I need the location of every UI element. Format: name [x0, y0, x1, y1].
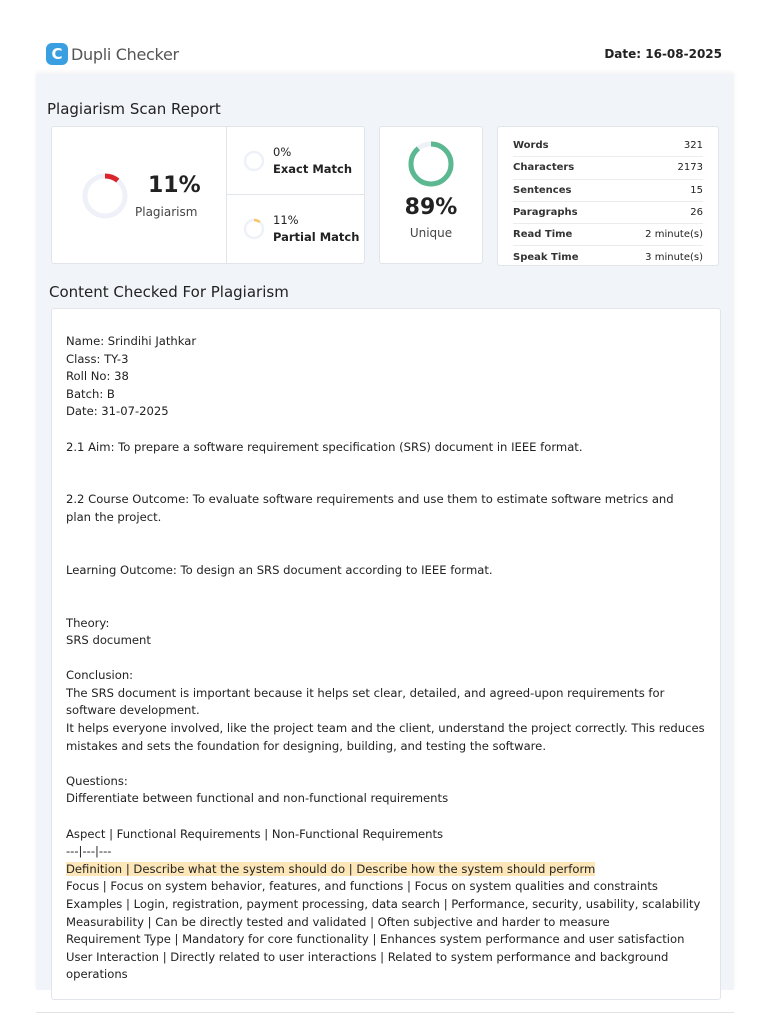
unique-ring-icon — [407, 140, 455, 188]
content-line: Questions: — [66, 773, 128, 788]
exact-match-text — [273, 144, 352, 178]
content-line: mistakes and sets the foundation for designing, building, and testing the software. — [66, 738, 547, 753]
content-line — [66, 527, 706, 545]
stat-row — [513, 202, 703, 224]
exact-match-label: Exact Match — [273, 161, 353, 176]
partial-match-ring-track — [245, 220, 263, 238]
plagiarism-label: Plagiarism — [135, 205, 198, 219]
content-line: 2.2 Course Outcome: To evaluate software requirements and use them to estimate software metrics and — [66, 492, 674, 507]
stat-value: 2 minute(s) — [645, 229, 703, 241]
stats-table — [513, 135, 703, 268]
partial-match-ring-icon — [243, 218, 265, 240]
stats-card — [497, 126, 719, 266]
plagiarism-summary — [52, 127, 227, 263]
content-line: Batch: B — [66, 386, 115, 401]
content-line: software development. — [66, 703, 200, 718]
content-line: Measurability | Can be directly tested and validated | Often subjective and harder to measure — [66, 914, 610, 929]
content-line: User Interaction | Directly related to user interactions | Related to system performance and background — [66, 949, 669, 964]
plagiarism-percent: 11% — [148, 173, 201, 198]
plagiarism-ring-track — [85, 176, 125, 216]
stat-row — [513, 224, 703, 246]
content-line: Requirement Type | Mandatory for core functionality | Enhances system performance and user satisfaction — [66, 932, 685, 947]
content-line: Differentiate between functional and non-functional requirements — [66, 791, 449, 806]
content-line — [66, 861, 706, 879]
content-line — [66, 755, 706, 773]
content-line — [66, 579, 706, 597]
content-line — [66, 474, 706, 492]
content-line: 2.1 Aim: To prepare a software requirement specification (SRS) document in IEEE format. — [66, 439, 583, 454]
content-body — [66, 333, 706, 984]
stat-row — [513, 135, 703, 157]
content-line: ---|---|--- — [66, 844, 112, 859]
stat-key: Words — [513, 140, 549, 152]
content-line: Conclusion: — [66, 668, 134, 683]
unique-label: Unique — [409, 226, 453, 240]
content-line: Learning Outcome: To design an SRS document according to IEEE format. — [66, 562, 493, 577]
content-line: Date: 31-07-2025 — [66, 404, 169, 419]
content-line — [66, 597, 706, 615]
stat-key: Paragraphs — [513, 207, 578, 219]
plagiarism-card — [51, 126, 365, 264]
content-line: Aspect | Functional Requirements | Non-Functional Requirements — [66, 826, 444, 841]
content-line — [66, 650, 706, 668]
match-breakdown — [227, 127, 364, 263]
stat-row — [513, 246, 703, 267]
partial-match-text — [273, 212, 359, 246]
partial-match-row — [227, 195, 364, 262]
unique-percent: 89% — [404, 195, 458, 220]
dupli-checker-logo-icon: C — [46, 43, 68, 65]
content-line — [66, 456, 706, 474]
exact-match-ring-icon — [243, 150, 265, 172]
report-panel — [36, 74, 734, 990]
logo-text: Dupli Checker — [71, 44, 179, 64]
stat-key: Characters — [513, 162, 575, 174]
content-line: plan the project. — [66, 509, 162, 524]
stat-value: 2173 — [677, 162, 703, 174]
partial-match-percent: 11% — [273, 212, 299, 227]
stat-value: 15 — [690, 184, 703, 196]
content-checked-title: Content Checked For Plagiarism — [49, 283, 289, 301]
content-card — [51, 308, 721, 1000]
stat-row — [513, 157, 703, 179]
content-line: Focus | Focus on system behavior, features, and functions | Focus on system qualities and constraints — [66, 879, 658, 894]
stat-value: 26 — [690, 207, 703, 219]
scan-report-title: Plagiarism Scan Report — [47, 100, 221, 118]
content-line: The SRS document is important because it helps set clear, detailed, and agreed-upon requirements for — [66, 685, 665, 700]
stat-key: Speak Time — [513, 251, 579, 263]
content-line — [66, 544, 706, 562]
content-line: Roll No: 38 — [66, 369, 129, 384]
stat-row — [513, 180, 703, 202]
content-line: Examples | Login, registration, payment processing, data search | Performance, security, usability, scalability — [66, 897, 701, 911]
report-date: Date: 16-08-2025 — [604, 47, 722, 61]
exact-match-percent: 0% — [273, 144, 292, 159]
content-line: SRS document — [66, 633, 151, 648]
content-line: Name: Srindihi Jathkar — [66, 334, 197, 348]
partial-match-label: Partial Match — [273, 229, 360, 244]
content-line: operations — [66, 967, 128, 982]
content-line — [66, 808, 706, 826]
stat-key: Read Time — [513, 229, 573, 241]
highlighted-match-text: Definition | Describe what the system should do | Describe how the system should perform — [66, 861, 596, 876]
stat-value: 3 minute(s) — [645, 251, 703, 263]
exact-match-ring-track — [245, 152, 263, 170]
stat-value: 321 — [683, 140, 703, 152]
plagiarism-ring-icon — [81, 172, 129, 220]
unique-ring-fill — [411, 144, 451, 184]
stat-key: Sentences — [513, 184, 572, 196]
content-line: It helps everyone involved, like the project team and the client, understand the project correctly. This reduces — [66, 721, 705, 736]
content-line — [66, 421, 706, 439]
unique-card — [379, 126, 483, 264]
content-line: Class: TY-3 — [66, 351, 129, 366]
content-line: Theory: — [66, 615, 110, 630]
logo — [46, 43, 179, 65]
exact-match-row — [227, 127, 364, 195]
report-header — [36, 34, 734, 74]
footer-divider — [36, 1012, 734, 1013]
